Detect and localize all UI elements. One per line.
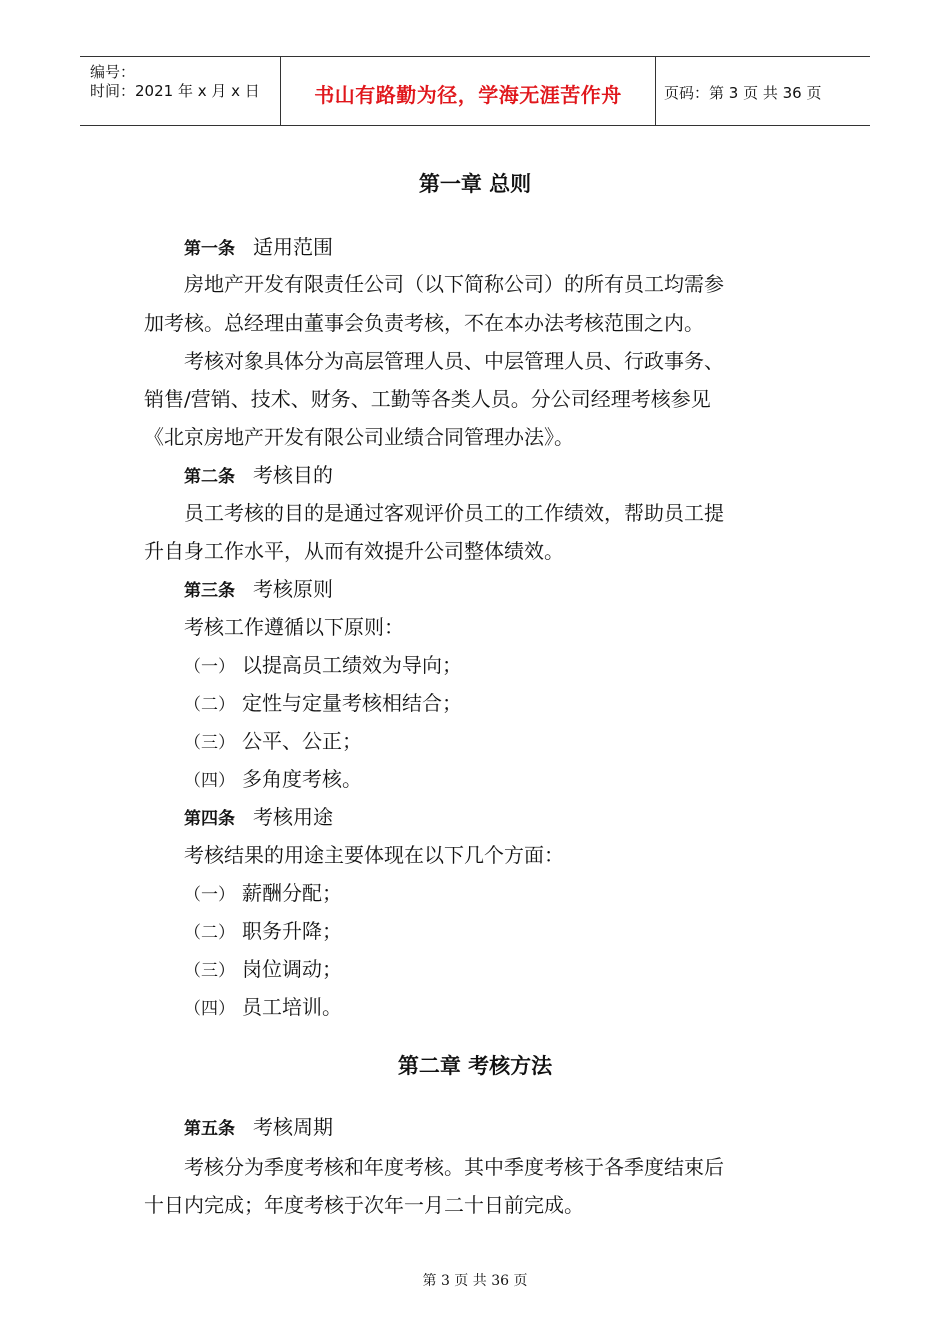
header-info-cell — [80, 57, 281, 125]
header-motto: 书山有路勤为径，学海无涯苦作舟 — [314, 83, 622, 107]
header-page-number: 页码：第 3 页 共 36 页 — [664, 84, 822, 102]
paragraph-line: 员工考核的目的是通过客观评价员工的工作绩效，帮助员工提 — [184, 501, 724, 525]
list-item — [184, 725, 362, 754]
list-item-number: （三） — [184, 733, 235, 753]
article-title: 考核用途 — [253, 805, 333, 829]
list-item-text: 公平、公正； — [242, 729, 362, 753]
list-item — [184, 763, 362, 792]
article-number: 第二条 — [184, 467, 235, 487]
article-heading — [184, 231, 333, 260]
chapter-title: 第二章 考核方法 — [397, 1054, 553, 1078]
article-title: 考核周期 — [253, 1115, 333, 1139]
header-motto-cell — [281, 57, 656, 125]
page-header — [80, 56, 870, 126]
paragraph-line: 考核对象具体分为高层管理人员、中层管理人员、行政事务、 — [184, 349, 724, 373]
list-item-text: 职务升降； — [242, 919, 342, 943]
paragraph-line: 销售/营销、技术、财务、工勤等各类人员。分公司经理考核参见 — [144, 387, 711, 411]
article-heading — [184, 1111, 333, 1140]
list-item-text: 定性与定量考核相结合； — [242, 691, 462, 715]
list-item — [184, 649, 462, 678]
header-page-cell — [656, 57, 870, 125]
list-item-number: （二） — [184, 923, 235, 943]
document-date: 时间：2021 年 x 月 x 日 — [90, 82, 260, 100]
article-number: 第五条 — [184, 1119, 235, 1139]
list-item-text: 岗位调动； — [242, 957, 342, 981]
list-item-text: 多角度考核。 — [242, 767, 362, 791]
list-item-number: （一） — [184, 657, 235, 677]
article-number: 第四条 — [184, 809, 235, 829]
list-item — [184, 953, 342, 982]
list-item-number: （二） — [184, 695, 235, 715]
paragraph-line: 考核分为季度考核和年度考核。其中季度考核于各季度结束后 — [184, 1155, 724, 1179]
list-item — [184, 991, 342, 1020]
document-number: 编号： — [90, 63, 136, 81]
paragraph-line: 升自身工作水平，从而有效提升公司整体绩效。 — [144, 539, 564, 563]
article-title: 考核原则 — [253, 577, 333, 601]
chapter-title: 第一章 总则 — [418, 172, 532, 196]
article-number: 第三条 — [184, 581, 235, 601]
article-heading — [184, 573, 333, 602]
list-item-text: 员工培训。 — [242, 995, 342, 1019]
paragraph-line: 《北京房地产开发有限公司业绩合同管理办法》。 — [144, 425, 574, 449]
list-item — [184, 877, 342, 906]
list-item-number: （三） — [184, 961, 235, 981]
article-heading — [184, 801, 333, 830]
list-item-text: 薪酬分配； — [242, 881, 342, 905]
list-item-number: （四） — [184, 999, 235, 1019]
paragraph-line: 考核结果的用途主要体现在以下几个方面： — [184, 843, 564, 867]
article-title: 考核目的 — [253, 463, 333, 487]
list-item-number: （四） — [184, 771, 235, 791]
list-item-number: （一） — [184, 885, 235, 905]
paragraph-line: 加考核。总经理由董事会负责考核，不在本办法考核范围之内。 — [144, 311, 704, 335]
page-footer: 第 3 页 共 36 页 — [422, 1273, 528, 1289]
article-number: 第一条 — [184, 239, 235, 259]
paragraph-line: 房地产开发有限责任公司（以下简称公司）的所有员工均需参 — [184, 272, 724, 296]
list-item — [184, 915, 342, 944]
article-heading — [184, 459, 333, 488]
paragraph-line: 十日内完成；年度考核于次年一月二十日前完成。 — [144, 1193, 584, 1217]
paragraph-line: 考核工作遵循以下原则： — [184, 615, 404, 639]
list-item — [184, 687, 462, 716]
article-title: 适用范围 — [253, 235, 333, 259]
list-item-text: 以提高员工绩效为导向； — [242, 653, 462, 677]
